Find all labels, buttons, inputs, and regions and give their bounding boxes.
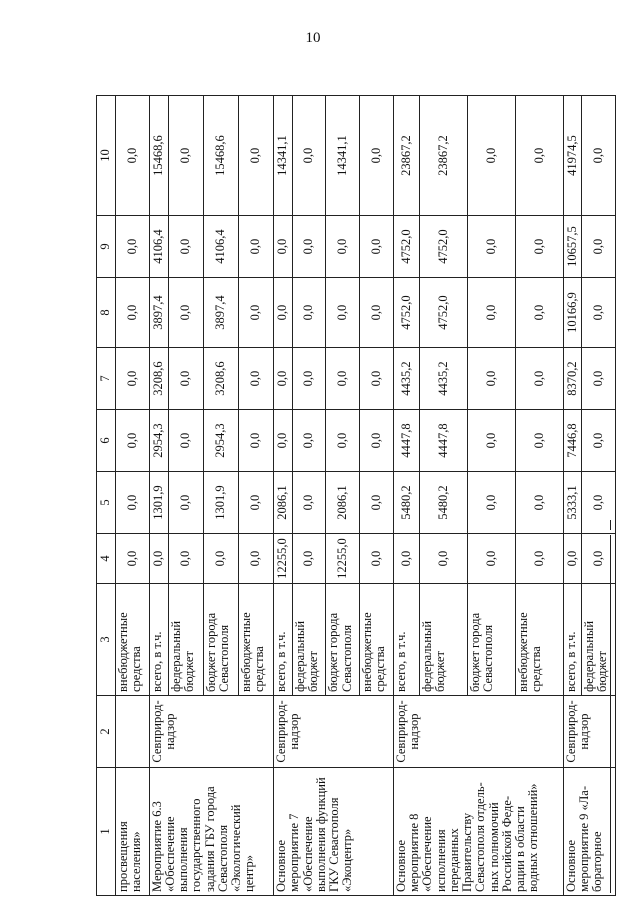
col-header: 8 bbox=[97, 278, 116, 348]
amount-cell: 0,0 bbox=[274, 348, 293, 410]
amount-cell: 0,0 bbox=[239, 410, 274, 472]
amount-cell: 0,0 bbox=[168, 410, 203, 472]
amount-cell: 0,0 bbox=[239, 216, 274, 278]
amount-cell: 0,0 bbox=[326, 410, 360, 472]
amount-cell: 0,0 bbox=[239, 96, 274, 216]
amount-cell: 0,0 bbox=[563, 534, 582, 584]
funding-source: федеральный бюджет bbox=[292, 584, 326, 696]
amount-cell: 0,0 bbox=[582, 348, 616, 410]
funding-source: федеральный бюджет bbox=[168, 584, 203, 696]
amount-cell: 10657,5 bbox=[563, 216, 582, 278]
funding-source: бюджет города Севастополя bbox=[326, 584, 360, 696]
amount-cell: 41974,5 bbox=[563, 96, 582, 216]
funding-source: внебюджетные средства bbox=[515, 584, 563, 696]
amount-cell: 4752,0 bbox=[420, 278, 468, 348]
amount-cell: 3897,4 bbox=[149, 278, 168, 348]
amount-cell: 4106,4 bbox=[149, 216, 168, 278]
amount-cell: 0,0 bbox=[274, 278, 293, 348]
amount-cell: 3208,6 bbox=[204, 348, 239, 410]
amount-cell: 0,0 bbox=[168, 278, 203, 348]
amount-cell: 4752,0 bbox=[420, 216, 468, 278]
amount-cell: 0,0 bbox=[326, 278, 360, 348]
activity-name: Мероприятие 6.3 «Обеспечение выполнения государственного задания ГБУ города Севастополя «Экологический центр» bbox=[149, 768, 273, 896]
amount-cell: 0,0 bbox=[239, 472, 274, 534]
col-header: 5 bbox=[97, 472, 116, 534]
amount-cell: 0,0 bbox=[515, 410, 563, 472]
executor: Севприрод-надзор bbox=[274, 696, 394, 768]
amount-cell: 0,0 bbox=[360, 278, 394, 348]
amount-cell: 0,0 bbox=[116, 96, 150, 216]
amount-cell: 7446,8 bbox=[563, 410, 582, 472]
amount-cell: 0,0 bbox=[393, 534, 419, 584]
amount-cell: 0,0 bbox=[168, 472, 203, 534]
amount-cell: 3897,4 bbox=[204, 278, 239, 348]
amount-cell: 23867,2 bbox=[393, 96, 419, 216]
header-row bbox=[97, 96, 116, 896]
amount-cell: 2954,3 bbox=[149, 410, 168, 472]
col-header: 4 bbox=[97, 534, 116, 584]
funding-source: всего, в т.ч. bbox=[563, 584, 582, 696]
funding-source: всего, в т.ч. bbox=[274, 584, 293, 696]
table-row bbox=[149, 96, 168, 896]
amount-cell: 0,0 bbox=[274, 216, 293, 278]
amount-cell: 0,0 bbox=[168, 216, 203, 278]
amount-cell: 4752,0 bbox=[393, 278, 419, 348]
amount-cell: 12255,0 bbox=[326, 534, 360, 584]
amount-cell: 0,0 bbox=[360, 348, 394, 410]
table-row bbox=[274, 96, 293, 896]
funding-source: всего, в т.ч. bbox=[149, 584, 168, 696]
amount-cell: 5480,2 bbox=[393, 472, 419, 534]
amount-cell: 2086,1 bbox=[274, 472, 293, 534]
amount-cell: 4447,8 bbox=[393, 410, 419, 472]
amount-cell: 0,0 bbox=[467, 216, 515, 278]
col-header: 9 bbox=[97, 216, 116, 278]
amount-cell: 4435,2 bbox=[420, 348, 468, 410]
amount-cell: 0,0 bbox=[360, 410, 394, 472]
funding-source: внебюджетные средства bbox=[116, 584, 150, 696]
amount-cell: 4447,8 bbox=[420, 410, 468, 472]
amount-cell: 0,0 bbox=[292, 96, 326, 216]
amount-cell: 0,0 bbox=[515, 472, 563, 534]
col-header: 2 bbox=[97, 696, 116, 768]
amount-cell: 0,0 bbox=[239, 278, 274, 348]
activity-name: просвещения населения» bbox=[116, 768, 150, 896]
amount-cell: 4752,0 bbox=[393, 216, 419, 278]
amount-cell: 0,0 bbox=[116, 534, 150, 584]
amount-cell: 14341,1 bbox=[274, 96, 293, 216]
amount-cell: 0,0 bbox=[467, 472, 515, 534]
rotated-table-area bbox=[96, 96, 616, 896]
amount-cell: 0,0 bbox=[292, 216, 326, 278]
amount-cell: 0,0 bbox=[515, 534, 563, 584]
amount-cell: 5480,2 bbox=[420, 472, 468, 534]
amount-cell: 0,0 bbox=[239, 534, 274, 584]
executor: Севприрод-надзор bbox=[149, 696, 273, 768]
amount-cell: 0,0 bbox=[360, 534, 394, 584]
amount-cell: 1301,9 bbox=[204, 472, 239, 534]
amount-cell: 0,0 bbox=[582, 410, 616, 472]
amount-cell: 0,0 bbox=[467, 348, 515, 410]
amount-cell: 0,0 bbox=[515, 216, 563, 278]
amount-cell: 0,0 bbox=[582, 278, 616, 348]
amount-cell: 0,0 bbox=[420, 534, 468, 584]
margin-mark bbox=[610, 520, 611, 530]
amount-cell: 12255,0 bbox=[274, 534, 293, 584]
amount-cell: 0,0 bbox=[116, 410, 150, 472]
amount-cell: 0,0 bbox=[515, 96, 563, 216]
activity-name: Основное мероприятие 8 «Обеспечение исполнения переданных Правительству Севастополя отдель-ных полномочий Российской Феде-рации в области водных отношений» bbox=[393, 768, 563, 896]
amount-cell: 0,0 bbox=[360, 96, 394, 216]
col-header: 7 bbox=[97, 348, 116, 410]
amount-cell: 0,0 bbox=[292, 472, 326, 534]
amount-cell: 0,0 bbox=[582, 96, 616, 216]
amount-cell: 0,0 bbox=[582, 472, 616, 534]
amount-cell: 0,0 bbox=[116, 216, 150, 278]
funding-source: бюджет города Севастополя bbox=[204, 584, 239, 696]
executor: Севприрод-надзор bbox=[393, 696, 563, 768]
amount-cell: 0,0 bbox=[292, 278, 326, 348]
amount-cell: 0,0 bbox=[204, 534, 239, 584]
table-row bbox=[393, 96, 419, 896]
amount-cell: 23867,2 bbox=[420, 96, 468, 216]
margin-line bbox=[610, 535, 611, 893]
col-header: 3 bbox=[97, 584, 116, 696]
amount-cell: 0,0 bbox=[360, 472, 394, 534]
amount-cell: 0,0 bbox=[326, 348, 360, 410]
amount-cell: 0,0 bbox=[116, 348, 150, 410]
amount-cell: 0,0 bbox=[239, 348, 274, 410]
executor: Севприрод-надзор bbox=[563, 696, 615, 768]
amount-cell: 0,0 bbox=[515, 278, 563, 348]
amount-cell: 4435,2 bbox=[393, 348, 419, 410]
amount-cell: 0,0 bbox=[467, 96, 515, 216]
amount-cell: 0,0 bbox=[292, 410, 326, 472]
amount-cell: 15468,6 bbox=[204, 96, 239, 216]
amount-cell: 5333,1 bbox=[563, 472, 582, 534]
amount-cell: 0,0 bbox=[116, 278, 150, 348]
amount-cell: 0,0 bbox=[467, 410, 515, 472]
executor bbox=[116, 696, 150, 768]
col-header: 10 bbox=[97, 96, 116, 216]
amount-cell: 3208,6 bbox=[149, 348, 168, 410]
amount-cell: 0,0 bbox=[467, 278, 515, 348]
table-row bbox=[116, 96, 150, 896]
amount-cell: 0,0 bbox=[326, 216, 360, 278]
amount-cell: 0,0 bbox=[168, 96, 203, 216]
amount-cell: 8370,2 bbox=[563, 348, 582, 410]
amount-cell: 2954,3 bbox=[204, 410, 239, 472]
table-row bbox=[563, 96, 582, 896]
funding-source: федеральный бюджет bbox=[420, 584, 468, 696]
amount-cell: 0,0 bbox=[116, 472, 150, 534]
amount-cell: 15468,6 bbox=[149, 96, 168, 216]
amount-cell: 0,0 bbox=[515, 348, 563, 410]
amount-cell: 2086,1 bbox=[326, 472, 360, 534]
amount-cell: 0,0 bbox=[360, 216, 394, 278]
page-number: 10 bbox=[305, 30, 321, 46]
funding-source: бюджет города Севастополя bbox=[467, 584, 515, 696]
funding-source: внебюджетные средства bbox=[360, 584, 394, 696]
amount-cell: 4106,4 bbox=[204, 216, 239, 278]
funding-source: всего, в т.ч. bbox=[393, 584, 419, 696]
amount-cell: 0,0 bbox=[168, 348, 203, 410]
amount-cell: 0,0 bbox=[582, 534, 616, 584]
col-header: 6 bbox=[97, 410, 116, 472]
funding-source: внебюджетные средства bbox=[239, 584, 274, 696]
col-header: 1 bbox=[97, 768, 116, 896]
activity-name: Основное мероприятие 9 «Ла-бораторное bbox=[563, 768, 615, 896]
budget-table bbox=[96, 95, 616, 896]
amount-cell: 1301,9 bbox=[149, 472, 168, 534]
amount-cell: 0,0 bbox=[149, 534, 168, 584]
amount-cell: 0,0 bbox=[168, 534, 203, 584]
funding-source: федеральный бюджет bbox=[582, 584, 616, 696]
amount-cell: 10166,9 bbox=[563, 278, 582, 348]
amount-cell: 0,0 bbox=[582, 216, 616, 278]
amount-cell: 0,0 bbox=[292, 348, 326, 410]
amount-cell: 14341,1 bbox=[326, 96, 360, 216]
amount-cell: 0,0 bbox=[274, 410, 293, 472]
amount-cell: 0,0 bbox=[292, 534, 326, 584]
activity-name: Основное мероприятие 7 «Обеспечение выполнения функций ГКУ Севастополя «Экоцентр» bbox=[274, 768, 394, 896]
amount-cell: 0,0 bbox=[467, 534, 515, 584]
